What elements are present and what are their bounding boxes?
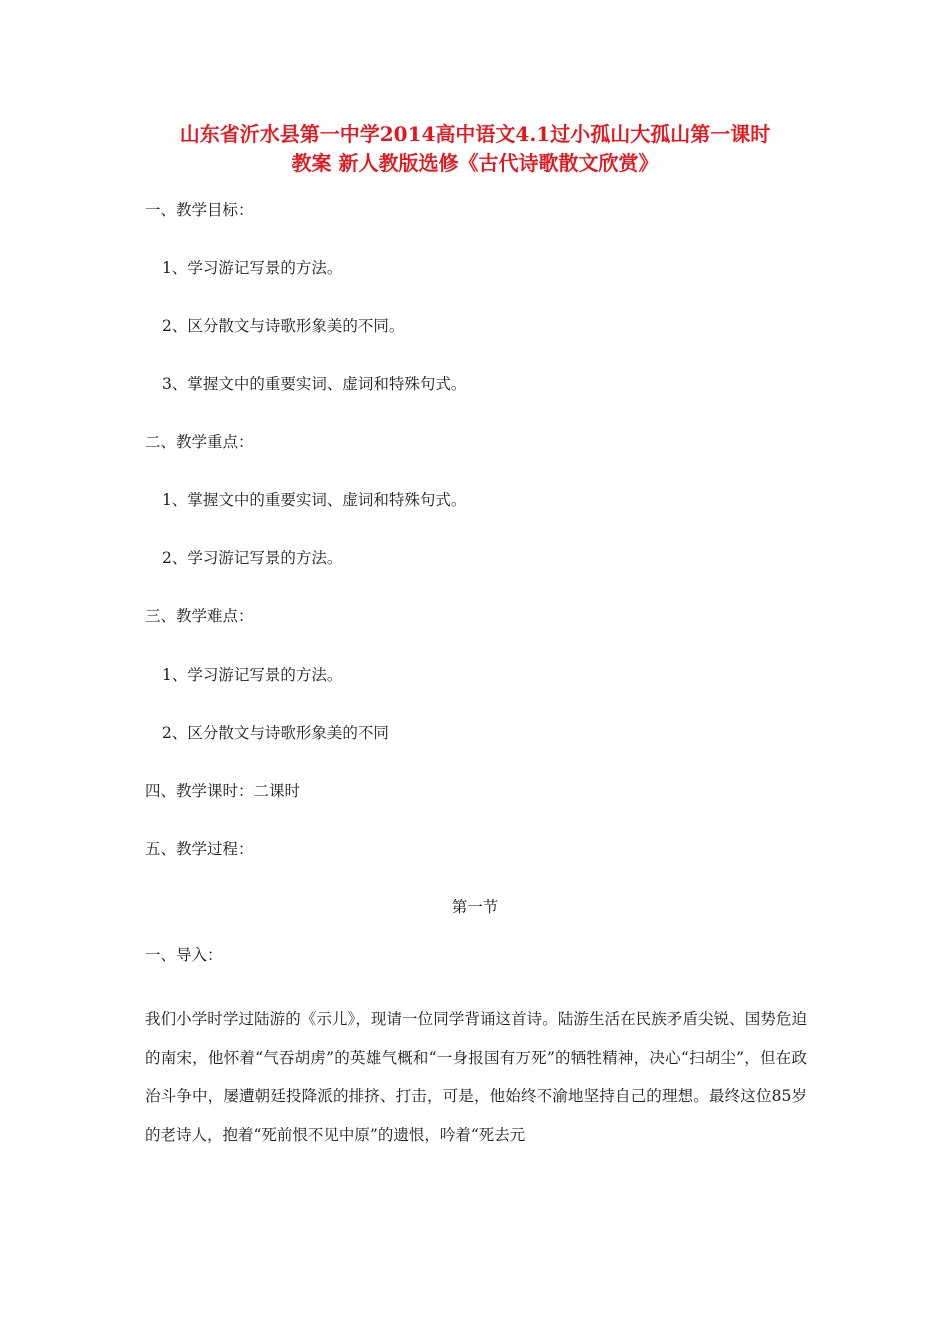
title-line-1: 山东省沂水县第一中学2014高中语文4.1过小孤山大孤山第一课时 <box>179 122 771 146</box>
document-title <box>120 120 830 178</box>
goal-item-3: 3、掌握文中的重要实词、虚词和特殊句式。 <box>162 375 467 393</box>
goal-item-1: 1、学习游记写景的方法。 <box>162 259 343 277</box>
process-heading: 五、教学过程： <box>145 840 254 858</box>
section-center-title: 第一节 <box>451 898 499 916</box>
focus-item-2: 2、学习游记写景的方法。 <box>162 549 343 567</box>
difficulty-item-1: 1、学习游记写景的方法。 <box>162 666 343 684</box>
focus-heading: 二、教学重点： <box>145 433 254 451</box>
hours-line: 四、教学课时：二课时 <box>145 782 301 800</box>
intro-heading: 一、导入： <box>145 946 223 964</box>
intro-paragraph: 我们小学时学过陆游的《示儿》，现请一位同学背诵这首诗。陆游生活在民族矛盾尖锐、国势危迫的南宋，他怀着“气吞胡虏”的英雄气概和“一身报国有万死”的牺牲精神，决心“扫胡尘”，但在政治斗争中，屡遭朝廷投降派的排挤、打击，可是，他始终不渝地坚持自己的理想。最终这位85岁的老诗人，抱着“死前恨不见中原”的遗恨，吟着“死去元 <box>145 1010 807 1144</box>
title-line-2: 教案 新人教版选修《古代诗歌散文欣赏》 <box>291 151 659 175</box>
difficulty-heading: 三、教学难点： <box>145 607 254 625</box>
goal-item-2: 2、区分散文与诗歌形象美的不同。 <box>162 317 405 335</box>
goals-heading: 一、教学目标： <box>145 201 254 219</box>
focus-item-1: 1、掌握文中的重要实词、虚词和特殊句式。 <box>162 491 467 509</box>
difficulty-item-2: 2、区分散文与诗歌形象美的不同 <box>162 724 389 742</box>
